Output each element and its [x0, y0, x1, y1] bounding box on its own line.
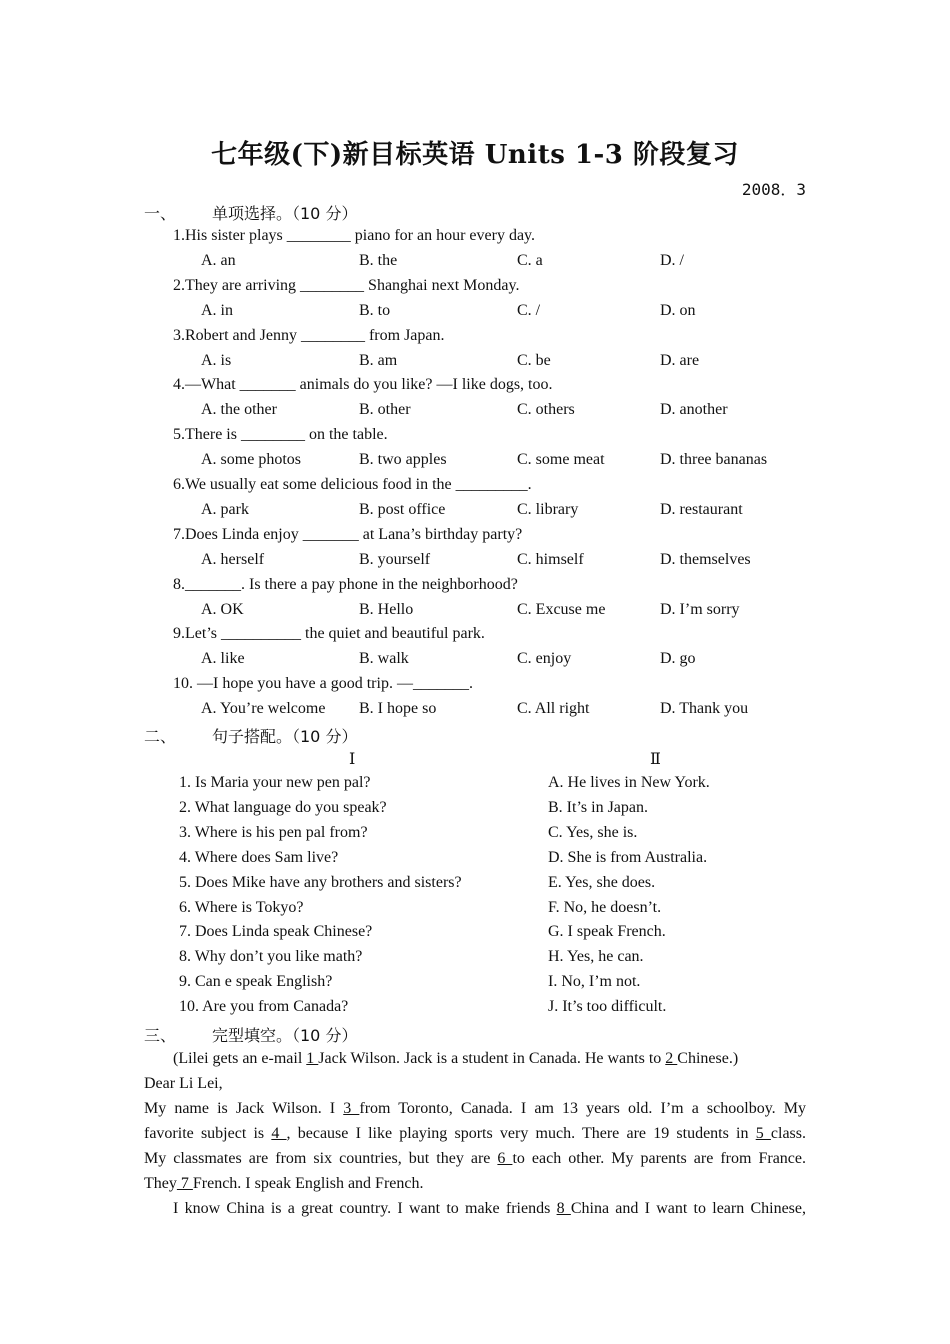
option-c[interactable]: C. be	[517, 351, 551, 369]
section-2-heading	[144, 724, 357, 747]
question-9	[173, 624, 485, 644]
text: from Toronto, Canada. I am 13 years old. I’m a schoolboy. My	[359, 1100, 807, 1117]
option-d[interactable]: D. on	[660, 301, 696, 319]
question-number: 9.	[173, 625, 185, 643]
option-c[interactable]: C. Excuse me	[517, 600, 606, 618]
cloze-line-3	[144, 1146, 806, 1171]
cloze-blank-4: 4	[271, 1125, 287, 1142]
option-c[interactable]: C. library	[517, 501, 579, 518]
text: They	[144, 1175, 177, 1192]
option-b[interactable]: B. other	[359, 401, 411, 419]
page-title: 七年级(下)新目标英语 Units 1-3 阶段复习	[211, 140, 739, 170]
question-stem: —I hope you have a good trip. —_______.	[193, 675, 473, 693]
option-a[interactable]: A. like	[201, 650, 245, 668]
match-answer: I. No, I’m not.	[548, 973, 641, 991]
question-stem: Let’s __________ the quiet and beautiful park.	[185, 625, 485, 643]
cloze-blank-2: 2	[665, 1050, 678, 1067]
option-b[interactable]: B. the	[359, 252, 398, 269]
question-10	[173, 674, 473, 694]
text: Jack Wilson. Jack is a student in Canada. He wants to	[318, 1050, 666, 1067]
match-question: 3. Where is his pen pal from?	[179, 823, 368, 841]
match-question: 5. Does Mike have any brothers and sisters?	[179, 873, 462, 891]
section-1-heading	[144, 201, 357, 224]
cloze-blank-8: 8	[556, 1200, 571, 1217]
match-answer: A. He lives in New York.	[548, 774, 710, 791]
option-a[interactable]: A. an	[201, 252, 236, 269]
text: I know China is a great country. I want to make friends	[173, 1200, 557, 1217]
option-c[interactable]: C. /	[517, 301, 541, 319]
match-question: 6. Where is Tokyo?	[179, 898, 304, 916]
date-label: 2008．3	[741, 180, 806, 199]
question-1	[173, 226, 535, 246]
question-3	[173, 326, 445, 346]
match-question: 10. Are you from Canada?	[179, 998, 349, 1016]
question-stem: _______. Is there a pay phone in the neighborhood?	[185, 575, 518, 593]
match-answer: E. Yes, she does.	[548, 873, 656, 891]
cloze-line-5	[173, 1196, 806, 1221]
option-d[interactable]: D. I’m sorry	[660, 600, 740, 618]
cloze-blank-5: 5	[755, 1125, 771, 1142]
cloze-line-4	[144, 1171, 806, 1196]
text: China and I want to learn Chinese,	[570, 1200, 807, 1217]
option-a[interactable]: A. You’re welcome	[201, 700, 326, 718]
option-b[interactable]: B. walk	[359, 650, 409, 668]
option-d[interactable]: D. themselves	[660, 550, 751, 568]
cloze-blank-3: 3	[343, 1100, 360, 1117]
letter-greeting: Dear Li Lei,	[144, 1075, 223, 1092]
section-number: 一、	[144, 204, 177, 223]
match-question: 1. Is Maria your new pen pal?	[179, 774, 371, 791]
option-a[interactable]: A. the other	[201, 401, 277, 419]
option-c[interactable]: C. All right	[517, 700, 590, 718]
question-number: 3.	[173, 326, 185, 344]
question-5	[173, 425, 388, 445]
section-3-heading	[144, 1023, 357, 1046]
option-d[interactable]: D. three bananas	[660, 451, 768, 469]
match-answer: G. I speak French.	[548, 923, 666, 941]
match-question: 4. Where does Sam live?	[179, 848, 339, 866]
question-7	[173, 525, 522, 545]
option-a[interactable]: A. some photos	[201, 451, 301, 469]
option-d[interactable]: D. go	[660, 650, 696, 668]
option-c[interactable]: C. a	[517, 252, 543, 269]
option-b[interactable]: B. to	[359, 301, 391, 319]
option-c[interactable]: C. himself	[517, 550, 584, 568]
question-stem: Does Linda enjoy _______ at Lana’s birthday party?	[185, 525, 523, 543]
option-b[interactable]: B. yourself	[359, 550, 431, 568]
option-b[interactable]: B. am	[359, 351, 398, 369]
cloze-blank-6: 6	[497, 1150, 513, 1167]
question-number: 2.	[173, 276, 185, 294]
option-a[interactable]: A. park	[201, 501, 249, 518]
question-6	[173, 475, 532, 495]
text: favorite subject is	[144, 1125, 272, 1142]
text: French. I speak English and French.	[192, 1175, 424, 1192]
column-one-heading: Ⅰ	[349, 751, 356, 768]
question-stem: —What _______ animals do you like? —I like dogs, too.	[185, 376, 553, 394]
match-answer: D. She is from Australia.	[548, 848, 708, 866]
column-two-heading: Ⅱ	[650, 751, 661, 768]
text: My classmates are from six countries, but they are	[144, 1150, 498, 1167]
text: My name is Jack Wilson. I	[144, 1100, 344, 1117]
text: , because I like playing sports very much. There are 19 students in	[286, 1125, 756, 1142]
question-number: 6.	[173, 476, 185, 493]
question-2	[173, 276, 519, 296]
option-c[interactable]: C. enjoy	[517, 650, 572, 668]
section-label: 单项选择。（10 分）	[212, 204, 358, 223]
question-number: 1.	[173, 227, 185, 244]
question-stem: We usually eat some delicious food in the _________.	[185, 476, 532, 493]
question-number: 7.	[173, 525, 185, 543]
option-a[interactable]: A. herself	[201, 550, 265, 568]
option-a[interactable]: A. in	[201, 301, 233, 319]
option-c[interactable]: C. some meat	[517, 451, 605, 469]
match-answer: H. Yes, he can.	[548, 948, 644, 966]
cloze-blank-7: 7	[176, 1175, 193, 1192]
option-a[interactable]: A. is	[201, 351, 232, 369]
option-b[interactable]: B. post office	[359, 501, 446, 518]
text: to each other. My parents are from France.	[512, 1150, 806, 1167]
match-answer: B. It’s in Japan.	[548, 798, 648, 816]
option-d[interactable]: D. /	[660, 252, 684, 269]
cloze-line-1	[144, 1096, 806, 1121]
question-number: 4.	[173, 376, 185, 394]
section-number: 二、	[144, 727, 177, 746]
question-number: 10.	[173, 675, 193, 693]
section-label: 句子搭配。（10 分）	[212, 727, 358, 746]
match-question: 2. What language do you speak?	[179, 798, 387, 816]
question-stem: They are arriving ________ Shanghai next Monday.	[185, 276, 520, 294]
text: class.	[770, 1125, 807, 1142]
text: (Lilei gets an e-mail	[173, 1050, 307, 1067]
question-stem: His sister plays ________ piano for an hour every day.	[185, 227, 535, 244]
question-number: 8.	[173, 575, 185, 593]
option-d[interactable]: D. restaurant	[660, 501, 743, 518]
match-answer: C. Yes, she is.	[548, 823, 638, 841]
option-d[interactable]: D. Thank you	[660, 700, 749, 718]
option-b[interactable]: B. I hope so	[359, 700, 437, 718]
match-question: 9. Can e speak English?	[179, 973, 333, 991]
match-question: 8. Why don’t you like math?	[179, 948, 363, 966]
cloze-line-2	[144, 1121, 806, 1146]
question-4	[173, 375, 553, 395]
option-c[interactable]: C. others	[517, 401, 575, 419]
cloze-blank-1: 1	[306, 1050, 319, 1067]
option-b[interactable]: B. Hello	[359, 600, 414, 618]
section-label: 完型填空。（10 分）	[212, 1026, 358, 1045]
match-answer: F. No, he doesn’t.	[548, 898, 662, 916]
cloze-intro	[173, 1046, 813, 1071]
question-8	[173, 575, 518, 595]
option-b[interactable]: B. two apples	[359, 451, 447, 469]
option-d[interactable]: D. another	[660, 401, 728, 419]
option-a[interactable]: A. OK	[201, 600, 244, 618]
option-d[interactable]: D. are	[660, 351, 700, 369]
match-answer: J. It’s too difficult.	[548, 998, 667, 1016]
match-question: 7. Does Linda speak Chinese?	[179, 923, 373, 941]
section-number: 三、	[144, 1026, 177, 1045]
question-stem: Robert and Jenny ________ from Japan.	[185, 326, 445, 344]
question-number: 5.	[173, 426, 185, 444]
text: Chinese.)	[677, 1050, 739, 1067]
question-stem: There is ________ on the table.	[185, 426, 388, 444]
